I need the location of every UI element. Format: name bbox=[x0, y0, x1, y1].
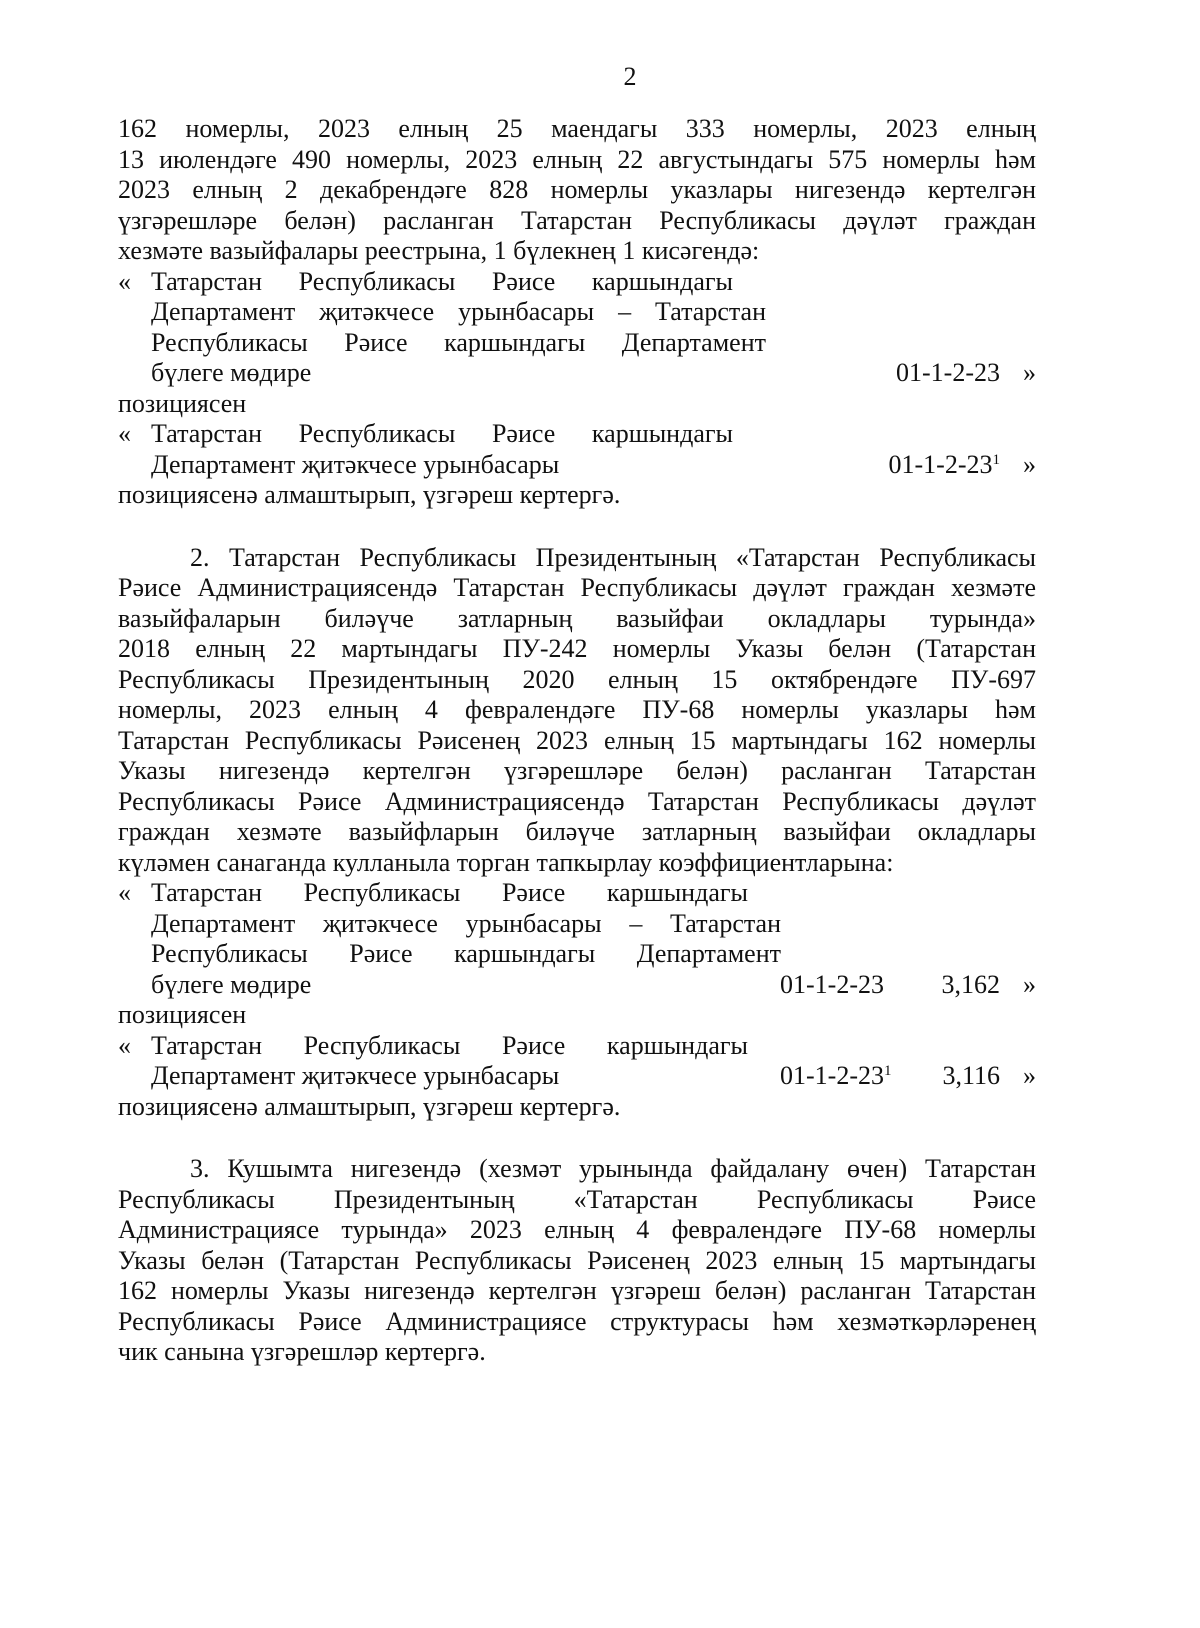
position-code-row bbox=[896, 358, 1036, 389]
entry-line: Республикасы Рәисе каршындагы Департамент bbox=[151, 939, 781, 968]
text-line: Указы белән (Татарстан Республикасы Рәисенең 2023 елның 15 мартындагы bbox=[118, 1245, 1036, 1275]
text-line: чик санына үзгәрешләр кертергә. bbox=[118, 1337, 486, 1366]
text-line: 3. Кушымта нигезендә (хезмәт урынында файдалану өчен) Татарстан bbox=[190, 1154, 1036, 1183]
code-coefficient-row bbox=[780, 970, 1036, 1001]
intro-paragraph bbox=[118, 114, 1036, 267]
entry-line bbox=[118, 267, 733, 298]
text-line: 2. Татарстан Республикасы Президентының «Татарстан Республикасы bbox=[190, 542, 1036, 572]
text-line: Республикасы Рәисе Администрациясендә Татарстан Республикасы дәүләт bbox=[118, 786, 1036, 816]
text-line: граждан хезмәте вазыйфларын биләүче затларның вазыйфаи окладлары bbox=[118, 817, 1036, 846]
entry-line: Департамент җитәкчесе урынбасары – Татарстан bbox=[151, 908, 781, 938]
register-block bbox=[118, 267, 1036, 511]
text-line: үзгәрешләре белән) расланган Татарстан Республикасы дәүләт граждан bbox=[118, 205, 1036, 235]
paragraph-3 bbox=[118, 1154, 1036, 1368]
entry-line: Департамент җитәкчесе урынбасары bbox=[151, 449, 560, 479]
coefficient-value: 3,116 bbox=[942, 1061, 1000, 1090]
text-line: 2018 елның 22 мартындагы ПУ-242 номерлы Указы белән (Татарстан bbox=[118, 634, 1036, 663]
text-line: Татарстан Республикасы Рәисенең 2023 елның 15 мартындагы 162 номерлы bbox=[118, 725, 1036, 755]
coefficient-block bbox=[118, 878, 1036, 1122]
text-line: күләмен санаганда кулланыла торган тапкырлау коэффициентларына: bbox=[118, 847, 894, 877]
open-quote: « bbox=[118, 266, 131, 296]
text-line: позициясен bbox=[118, 388, 247, 418]
text-line: номерлы, 2023 елның 4 февралендәге ПУ-68 номерлы указлары һәм bbox=[118, 695, 1036, 724]
entry-line: бүлеге мөдире bbox=[151, 358, 312, 387]
text-line: 2023 елның 2 декабрендәге 828 номерлы указлары нигезендә кертелгән bbox=[118, 175, 1036, 204]
text-line: Администрациясе турында» 2023 елның 4 февралендәге ПУ-68 номерлы bbox=[118, 1215, 1036, 1244]
position-code-row bbox=[889, 450, 1036, 481]
close-quote: » bbox=[1023, 358, 1036, 387]
open-quote: « bbox=[118, 1030, 131, 1060]
code-superscript: 1 bbox=[883, 1063, 892, 1079]
text-line: Республикасы Рәисе Администрациясе структурасы һәм хезмәткәрләренең bbox=[118, 1306, 1036, 1336]
text-line: 162 номерлы, 2023 елның 25 маендагы 333 номерлы, 2023 елның bbox=[118, 114, 1036, 143]
close-quote: » bbox=[1023, 969, 1036, 999]
entry-line bbox=[118, 419, 733, 450]
text-line: хезмәте вазыйфалары реестрына, 1 бүлекнең 1 кисәгендә: bbox=[118, 236, 760, 265]
code-superscript: 1 bbox=[992, 451, 1000, 468]
paragraph-2 bbox=[118, 543, 1036, 879]
text-line: Республикасы Президентының «Татарстан Республикасы Рәисе bbox=[118, 1184, 1036, 1214]
entry-text: Татарстан Республикасы Рәисе каршындагы bbox=[151, 266, 733, 296]
text-line: Рәисе Администрациясендә Татарстан Республикасы дәүләт граждан хезмәте bbox=[118, 573, 1036, 602]
entry-text: Татарстан Республикасы Рәисе каршындагы bbox=[151, 419, 733, 448]
register-entry-old bbox=[118, 267, 1036, 389]
register-entry-new bbox=[118, 419, 1036, 480]
text-line: позициясенә алмаштырып, үзгәреш кертергә. bbox=[118, 480, 621, 509]
close-quote: » bbox=[1023, 1061, 1036, 1090]
position-code: 01-1-2-23 bbox=[780, 969, 884, 999]
coefficient-value: 3,162 bbox=[941, 969, 1000, 999]
close-quote: » bbox=[1023, 449, 1036, 479]
entry-text: Татарстан Республикасы Рәисе каршындагы bbox=[151, 878, 748, 907]
entry-line: Департамент җитәкчесе урынбасары bbox=[151, 1061, 560, 1090]
paragraph-gap bbox=[118, 1122, 1036, 1154]
open-quote: « bbox=[118, 419, 131, 448]
position-code: 01-1-2-23 bbox=[896, 358, 1000, 387]
text-line: позициясенә алмаштырып, үзгәреш кертергә. bbox=[118, 1091, 621, 1121]
open-quote: « bbox=[118, 878, 131, 907]
text-line: 162 номерлы Указы нигезендә кертелгән үзгәреш белән) расланган Татарстан bbox=[118, 1276, 1036, 1305]
text-line: вазыйфаларын биләүче затларның вазыйфаи окладлары турында» bbox=[118, 603, 1036, 633]
text-line: позициясен bbox=[118, 1000, 247, 1029]
coefficient-entry-old bbox=[118, 878, 1036, 1000]
entry-line: бүлеге мөдире bbox=[151, 969, 312, 999]
entry-text: Татарстан Республикасы Рәисе каршындагы bbox=[151, 1030, 748, 1060]
document-body bbox=[118, 114, 1036, 1368]
page-number: 2 bbox=[623, 62, 637, 91]
coefficient-entry-new bbox=[118, 1031, 1036, 1092]
entry-line: Республикасы Рәисе каршындагы Департамент bbox=[151, 327, 766, 357]
entry-line bbox=[118, 1031, 748, 1062]
entry-line: Департамент җитәкчесе урынбасары – Татарстан bbox=[151, 297, 766, 326]
entry-line bbox=[118, 878, 748, 909]
position-code: $01-1-2-23^1$ bbox=[780, 1061, 892, 1090]
text-line: 13 июлендәге 490 номерлы, 2023 елның 22 августындагы 575 номерлы һәм bbox=[118, 144, 1036, 174]
text-line: Указы нигезендә кертелгән үзгәрешләре белән) расланган Татарстан bbox=[118, 756, 1036, 785]
code-coefficient-row bbox=[780, 1061, 1036, 1092]
position-code: $01-1-2-23^1$ bbox=[888, 449, 1000, 479]
paragraph-gap bbox=[118, 511, 1036, 543]
text-line: Республикасы Президентының 2020 елның 15 октябрендәге ПУ-697 bbox=[118, 664, 1036, 694]
